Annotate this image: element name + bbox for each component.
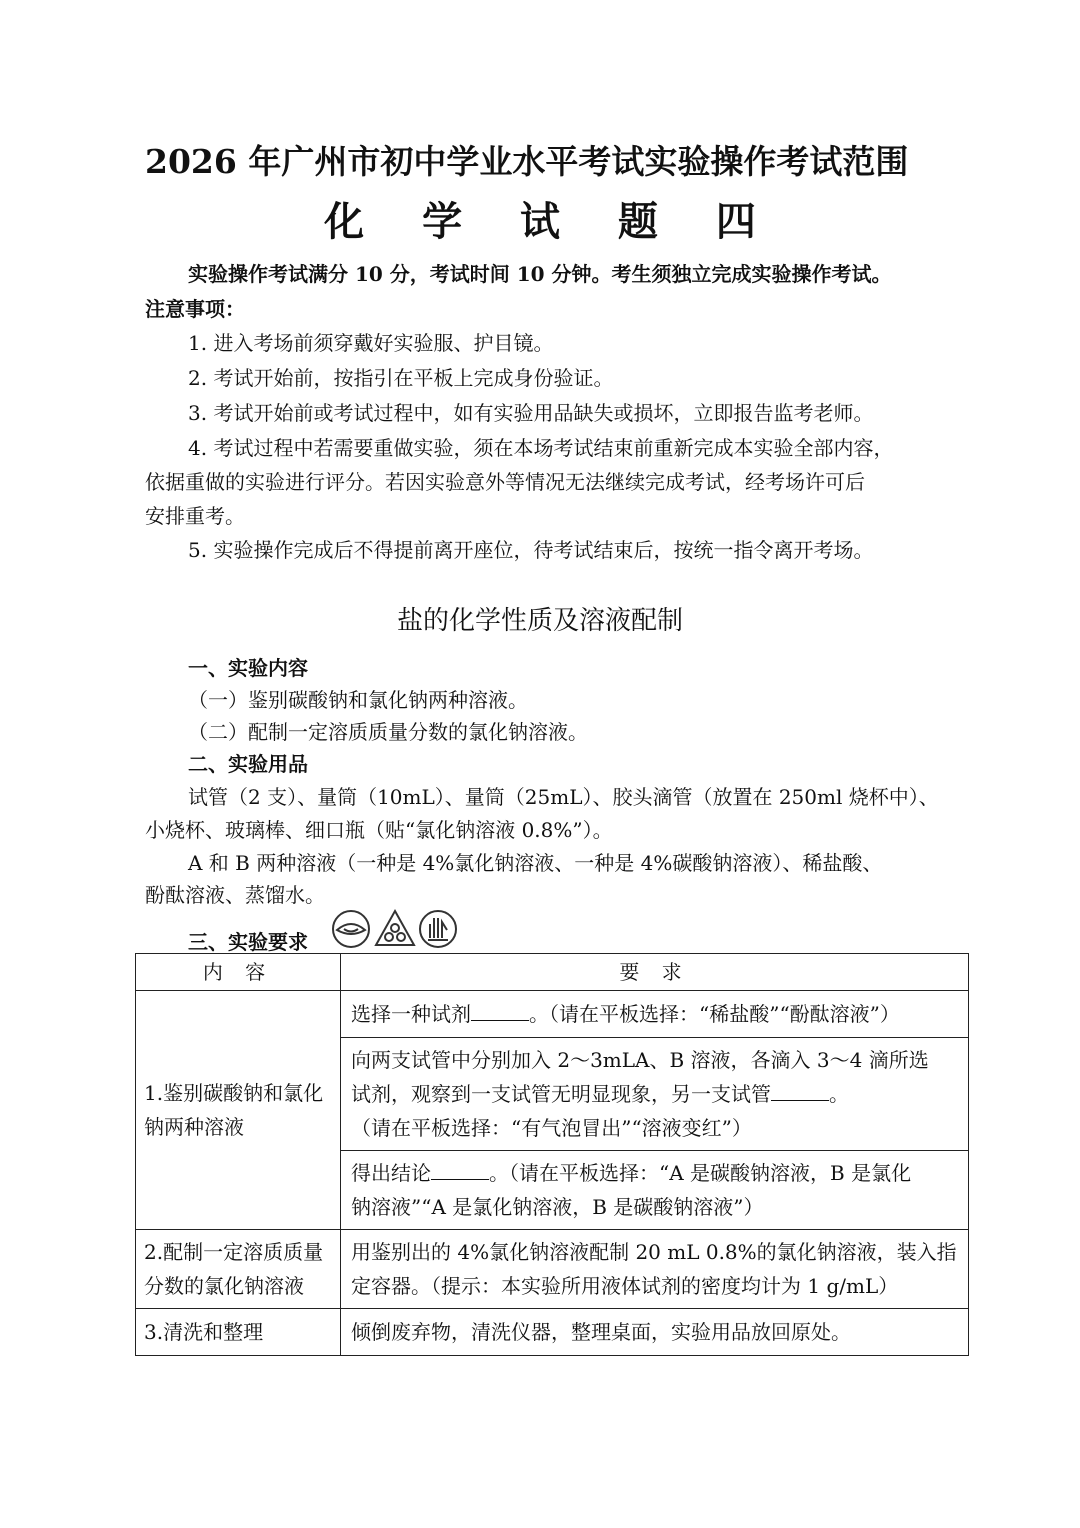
requirement-text: 。（请在平板选择：“A 是碳酸钠溶液，B 是氯化 (489, 1161, 912, 1185)
notice-rule: 4. 考试过程中若需要重做实验，须在本场考试结束前重新完成本实验全部内容， (188, 436, 894, 460)
requirement-text: 。（请在平板选择：“稀盐酸”“酚酞溶液”） (529, 1002, 900, 1026)
content-item: （二）配制一定溶质质量分数的氯化钠溶液。 (188, 720, 588, 744)
requirement-text: 。 (829, 1082, 849, 1106)
table-row (136, 1309, 969, 1356)
answer-blank (431, 1157, 489, 1180)
table-header-row (136, 954, 969, 991)
notice-heading: 注意事项： (145, 297, 245, 321)
notice-rule: 5. 实验操作完成后不得提前离开座位，待考试结束后，按统一指令离开考场。 (188, 538, 874, 562)
materials-line: 试管（2 支）、量筒（10mL）、量筒（25mL）、胶头滴管（放置在 250ml 烧杯中）、 (188, 785, 939, 809)
requirement-text: （请在平板选择：“有气泡冒出”“溶液变红”） (351, 1116, 752, 1140)
row-label: 2.配制一定溶质质量分数的氯化钠溶液 (136, 1230, 341, 1309)
content-item: （一）鉴别碳酸钠和氯化钠两种溶液。 (188, 688, 528, 712)
requirement-cell: 倾倒废弃物，清洗仪器，整理桌面，实验用品放回原处。 (341, 1309, 969, 1356)
requirement-text: 向两支试管中分别加入 2～3mLA、B 溶液，各滴入 3～4 滴所选 (351, 1048, 929, 1072)
column-header-content: 内 容 (136, 954, 341, 991)
materials-line: 酚酞溶液、蒸馏水。 (145, 883, 325, 907)
requirements-table (135, 953, 969, 1356)
requirement-text: 试剂，观察到一支试管无明显现象，另一支试管 (351, 1082, 771, 1106)
row-label: 1.鉴别碳酸钠和氯化钠两种溶液 (136, 991, 341, 1230)
table-row (136, 1230, 969, 1309)
exam-intro: 实验操作考试满分 10 分，考试时间 10 分钟。考生须独立完成实验操作考试。 (188, 262, 892, 286)
safety-icons (330, 908, 460, 950)
exam-title: 2026 年广州市初中学业水平考试实验操作考试范围 (145, 142, 909, 181)
table-row (136, 991, 969, 1038)
content-heading: 一、实验内容 (188, 656, 308, 680)
requirement-cell (341, 991, 969, 1038)
safety-goggles-icon (376, 911, 414, 945)
materials-heading: 二、实验用品 (188, 752, 308, 776)
notice-rule: 2. 考试开始前，按指引在平板上完成身份验证。 (188, 366, 614, 390)
section-title: 盐的化学性质及溶液配制 (396, 606, 683, 636)
answer-blank (471, 998, 529, 1021)
requirement-cell (341, 1038, 969, 1151)
hand-protection-icon (420, 911, 456, 947)
notice-rule: 3. 考试开始前或考试过程中，如有实验用品缺失或损坏，立即报告监考老师。 (188, 401, 874, 425)
requirement-cell: 用鉴别出的 4%氯化钠溶液配制 20 mL 0.8%的氯化钠溶液，装入指定容器。（提示：本实验所用液体试剂的密度均计为 1 g/mL） (341, 1230, 969, 1309)
materials-line: 小烧杯、玻璃棒、细口瓶（贴“氯化钠溶液 0.8%”）。 (145, 818, 613, 842)
paper-title: 化 学 试 题 四 (324, 198, 778, 245)
requirement-text: 选择一种试剂 (351, 1002, 471, 1026)
column-header-requirement: 要 求 (341, 954, 969, 991)
lab-coat-icon (333, 911, 369, 947)
requirements-heading: 三、实验要求 (188, 930, 308, 954)
materials-line: A 和 B 两种溶液（一种是 4%氯化钠溶液、一种是 4%碳酸钠溶液）、稀盐酸、 (188, 851, 883, 875)
notice-rule: 安排重考。 (145, 504, 245, 528)
row-label: 3.清洗和整理 (136, 1309, 341, 1356)
requirement-cell (341, 1151, 969, 1230)
answer-blank (771, 1078, 829, 1101)
requirement-text: 钠溶液”“A 是氯化钠溶液，B 是碳酸钠溶液”） (351, 1195, 764, 1219)
notice-rule: 1. 进入考场前须穿戴好实验服、护目镜。 (188, 331, 554, 355)
requirement-text: 得出结论 (351, 1161, 431, 1185)
notice-rule: 依据重做的实验进行评分。若因实验意外等情况无法继续完成考试，经考场许可后 (145, 470, 865, 494)
